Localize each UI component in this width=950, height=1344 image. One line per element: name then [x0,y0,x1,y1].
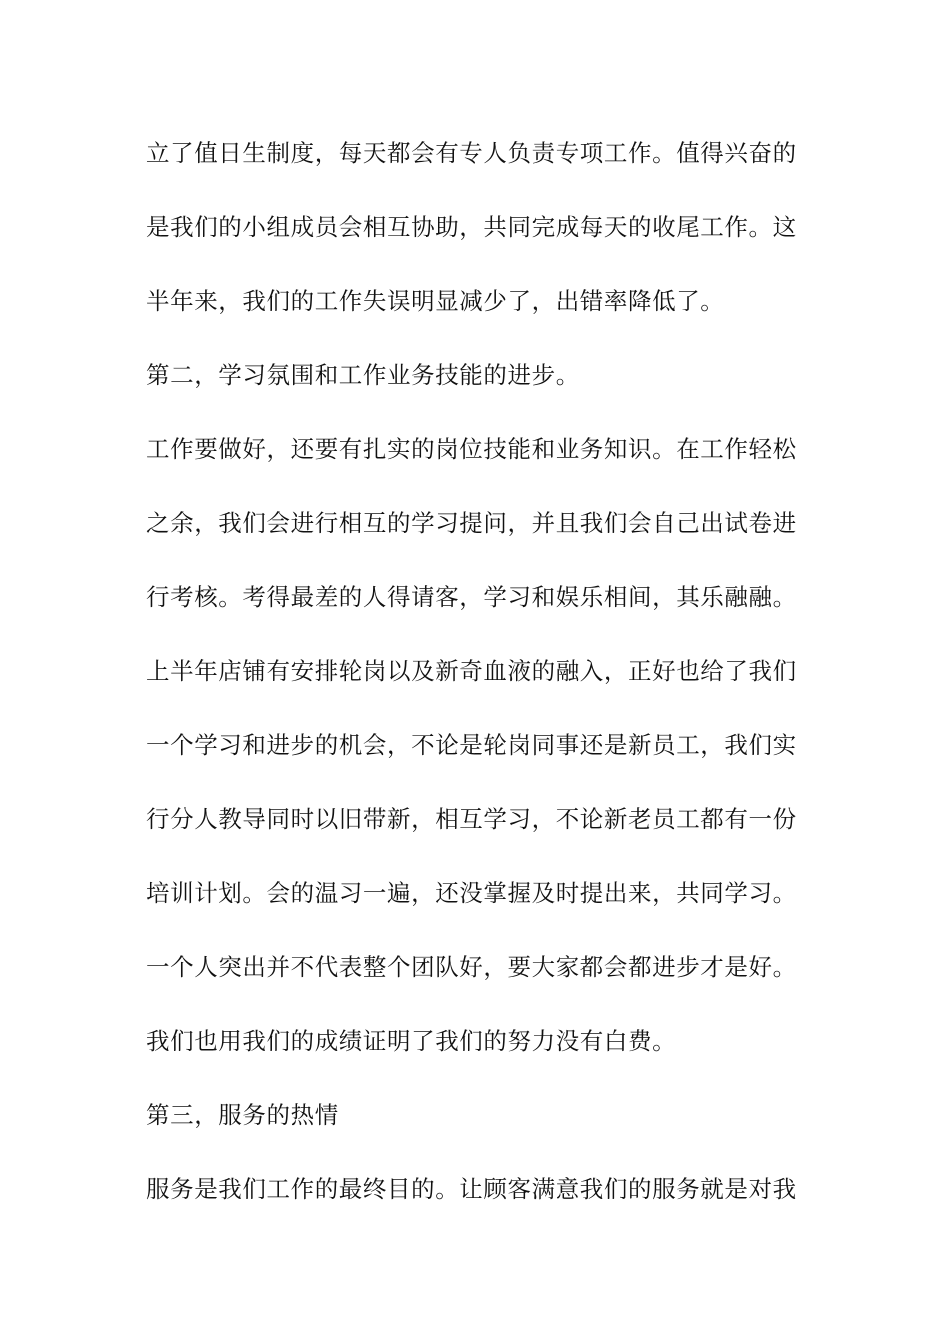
paragraph-line: 半年来，我们的工作失误明显减少了，出错率降低了。 [146,287,725,315]
paragraph-line: 行考核。考得最差的人得请客，学习和娱乐相间，其乐融融。 [146,583,797,611]
paragraph-line: 一个学习和进步的机会，不论是轮岗同事还是新员工，我们实 [146,731,797,759]
paragraph-line: 工作要做好，还要有扎实的岗位技能和业务知识。在工作轻松 [146,435,797,463]
paragraph-line: 培训计划。会的温习一遍，还没掌握及时提出来，共同学习。 [146,879,797,907]
paragraph-line: 是我们的小组成员会相互协助，共同完成每天的收尾工作。这 [146,213,797,241]
paragraph-line: 之余，我们会进行相互的学习提问，并且我们会自己出试卷进 [146,509,797,537]
paragraph-line: 我们也用我们的成绩证明了我们的努力没有白费。 [146,1027,677,1055]
section-heading: 第三，服务的热情 [146,1101,339,1129]
paragraph-line: 行分人教导同时以旧带新，相互学习，不论新老员工都有一份 [146,805,797,833]
paragraph-line: 立了值日生制度，每天都会有专人负责专项工作。值得兴奋的 [146,139,797,167]
section-heading: 第二，学习氛围和工作业务技能的进步。 [146,361,580,389]
paragraph-line: 上半年店铺有安排轮岗以及新奇血液的融入，正好也给了我们 [146,657,797,685]
paragraph-line: 一个人突出并不代表整个团队好，要大家都会都进步才是好。 [146,953,797,981]
paragraph-line: 服务是我们工作的最终目的。让顾客满意我们的服务就是对我 [146,1175,797,1203]
